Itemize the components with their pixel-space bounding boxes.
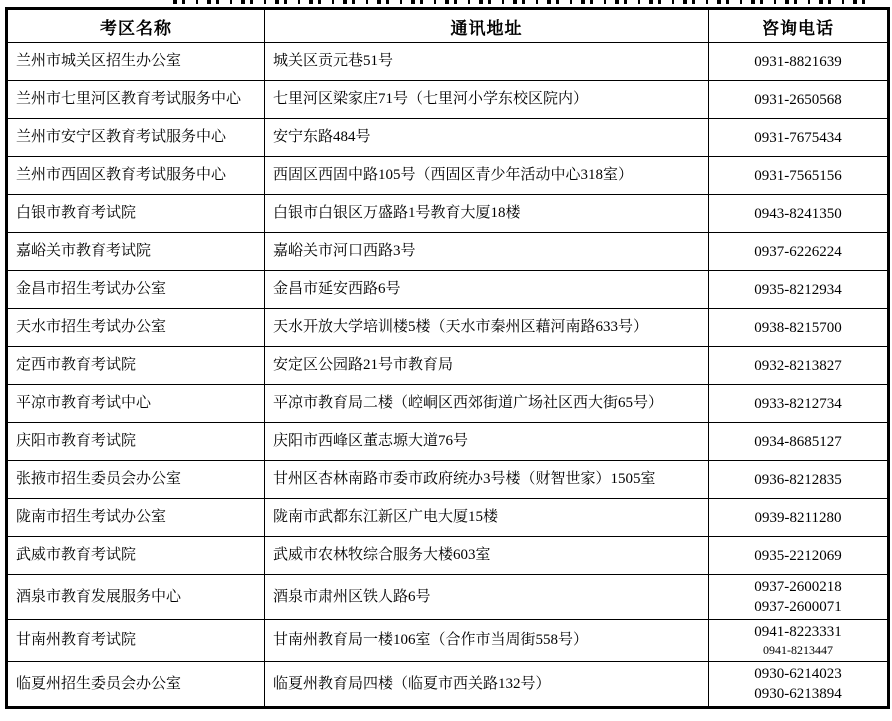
table-row [7, 81, 889, 119]
phone-number: 0931-7675434 [754, 129, 842, 146]
phone-cell [709, 537, 889, 575]
phone-cell [709, 271, 889, 309]
district-name-cell: 庆阳市教育考试院 [7, 423, 265, 461]
column-header-district-name: 考区名称 [7, 9, 265, 43]
phone-cell [709, 119, 889, 157]
table-row [7, 620, 889, 662]
phone-cell [709, 662, 889, 708]
district-name-cell: 武威市教育考试院 [7, 537, 265, 575]
district-name-cell: 酒泉市教育发展服务中心 [7, 575, 265, 620]
address-cell: 城关区贡元巷51号 [265, 43, 709, 81]
table-row [7, 119, 889, 157]
district-name-cell: 兰州市西固区教育考试服务中心 [7, 157, 265, 195]
address-cell: 七里河区梁家庄71号（七里河小学东校区院内） [265, 81, 709, 119]
address-cell: 陇南市武都东江新区广电大厦15楼 [265, 499, 709, 537]
district-name-cell: 嘉峪关市教育考试院 [7, 233, 265, 271]
table-row [7, 43, 889, 81]
column-header-address: 通讯地址 [265, 9, 709, 43]
district-name-cell: 陇南市招生考试办公室 [7, 499, 265, 537]
phone-number: 0935-2212069 [754, 547, 842, 564]
phone-cell [709, 423, 889, 461]
address-cell: 甘南州教育局一楼106室（合作市当周街558号） [265, 620, 709, 662]
phone-number: 0943-8241350 [754, 205, 842, 222]
address-cell: 天水开放大学培训楼5楼（天水市秦州区藉河南路633号） [265, 309, 709, 347]
address-cell: 平凉市教育局二楼（崆峒区西郊街道广场社区西大街65号） [265, 385, 709, 423]
phone-number: 0934-8685127 [754, 433, 842, 450]
address-cell: 白银市白银区万盛路1号教育大厦18楼 [265, 195, 709, 233]
district-name-cell: 甘南州教育考试院 [7, 620, 265, 662]
table-row [7, 347, 889, 385]
phone-number: 0937-2600218 [754, 579, 842, 595]
district-name-cell: 张掖市招生委员会办公室 [7, 461, 265, 499]
phone-number: 0941-8213447 [763, 643, 833, 657]
phone-number: 0935-8212934 [754, 281, 842, 298]
phone-cell [709, 620, 889, 662]
phone-cell [709, 347, 889, 385]
table-row [7, 461, 889, 499]
table-row [7, 423, 889, 461]
address-cell: 安定区公园路21号市教育局 [265, 347, 709, 385]
phone-cell [709, 195, 889, 233]
table-row [7, 385, 889, 423]
table-row [7, 499, 889, 537]
clipped-title-remnant [173, 0, 869, 7]
address-cell: 嘉峪关市河口西路3号 [265, 233, 709, 271]
exam-district-contact-table [5, 7, 890, 709]
address-cell: 临夏州教育局四楼（临夏市西关路132号） [265, 662, 709, 708]
phone-number: 0930-6214023 [754, 666, 842, 682]
table-row [7, 157, 889, 195]
phone-number: 0937-6226224 [754, 243, 842, 260]
district-name-cell: 白银市教育考试院 [7, 195, 265, 233]
district-name-cell: 兰州市七里河区教育考试服务中心 [7, 81, 265, 119]
phone-cell [709, 43, 889, 81]
address-cell: 甘州区杏林南路市委市政府统办3号楼（财智世家）1505室 [265, 461, 709, 499]
table-row [7, 575, 889, 620]
district-name-cell: 临夏州招生委员会办公室 [7, 662, 265, 708]
phone-number: 0936-8212835 [754, 471, 842, 488]
address-cell: 武威市农林牧综合服务大楼603室 [265, 537, 709, 575]
address-cell: 金昌市延安西路6号 [265, 271, 709, 309]
phone-number: 0938-8215700 [754, 319, 842, 336]
district-name-cell: 平凉市教育考试中心 [7, 385, 265, 423]
phone-number: 0941-8223331 [754, 624, 842, 640]
district-name-cell: 兰州市安宁区教育考试服务中心 [7, 119, 265, 157]
district-name-cell: 定西市教育考试院 [7, 347, 265, 385]
phone-cell [709, 157, 889, 195]
table-row [7, 537, 889, 575]
phone-number: 0939-8211280 [754, 509, 842, 526]
district-name-cell: 金昌市招生考试办公室 [7, 271, 265, 309]
phone-number: 0932-8213827 [754, 357, 842, 374]
phone-cell [709, 81, 889, 119]
address-cell: 西固区西固中路105号（西固区青少年活动中心318室） [265, 157, 709, 195]
table-row [7, 271, 889, 309]
table-row [7, 662, 889, 708]
district-name-cell: 天水市招生考试办公室 [7, 309, 265, 347]
phone-number: 0931-7565156 [754, 167, 842, 184]
table-row [7, 233, 889, 271]
table-row [7, 309, 889, 347]
table-row [7, 195, 889, 233]
phone-number: 0930-6213894 [754, 686, 842, 702]
phone-cell [709, 309, 889, 347]
phone-cell [709, 385, 889, 423]
phone-number: 0931-8821639 [754, 53, 842, 70]
phone-cell [709, 499, 889, 537]
header-row [7, 9, 889, 43]
phone-number: 0933-8212734 [754, 395, 842, 412]
address-cell: 安宁东路484号 [265, 119, 709, 157]
district-name-cell: 兰州市城关区招生办公室 [7, 43, 265, 81]
phone-cell [709, 461, 889, 499]
phone-number: 0931-2650568 [754, 91, 842, 108]
phone-cell [709, 233, 889, 271]
phone-number: 0937-2600071 [754, 599, 842, 615]
phone-cell [709, 575, 889, 620]
address-cell: 酒泉市肃州区铁人路6号 [265, 575, 709, 620]
column-header-phone: 咨询电话 [709, 9, 889, 43]
address-cell: 庆阳市西峰区董志塬大道76号 [265, 423, 709, 461]
